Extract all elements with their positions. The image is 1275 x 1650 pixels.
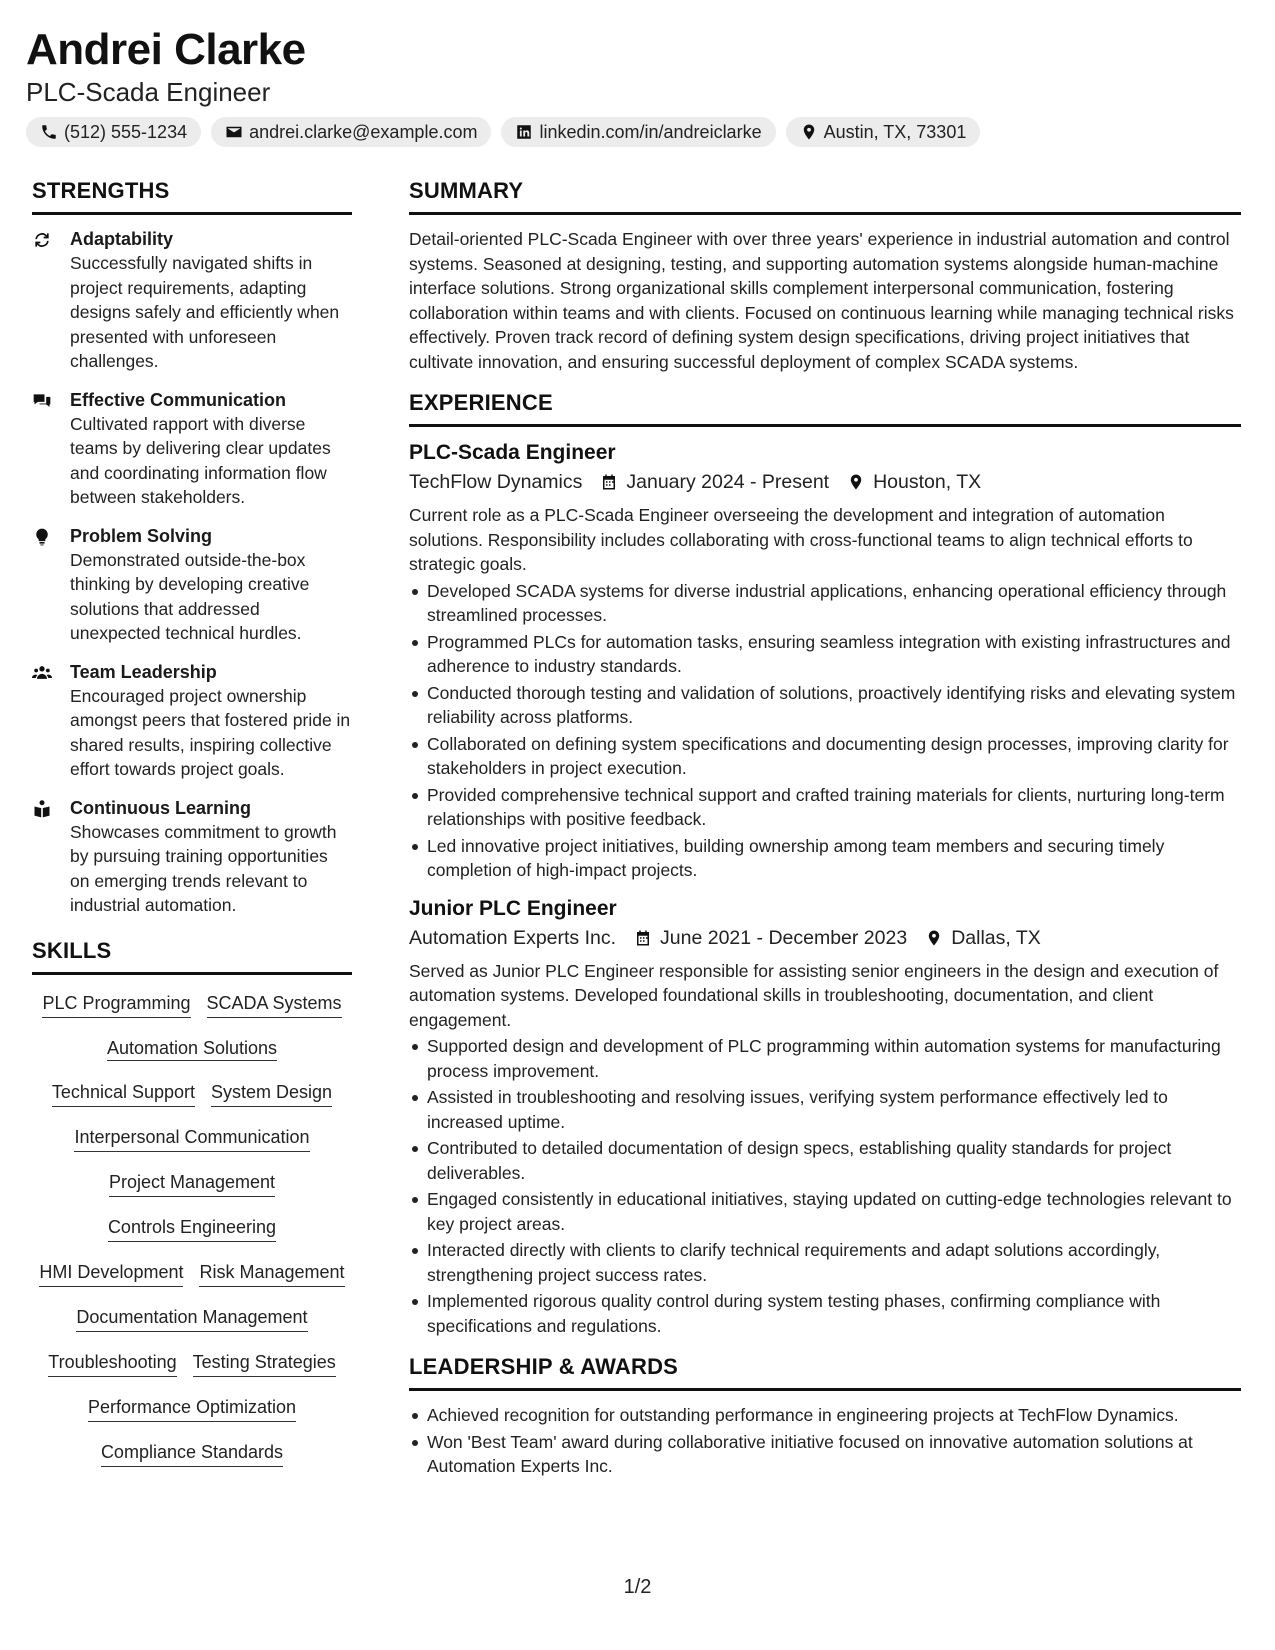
skill-tag: SCADA Systems	[207, 991, 342, 1018]
list-item: Programmed PLCs for automation tasks, ensuring seamless integration with existing infrastructures and adherence to industry standards.	[409, 630, 1241, 679]
strength-item	[32, 388, 352, 510]
calendar-icon	[634, 929, 652, 947]
strengths-heading: STRENGTHS	[32, 178, 352, 215]
skill-tag: Controls Engineering	[108, 1215, 276, 1242]
list-item: Interacted directly with clients to clarify technical requirements and adapt solutions accordingly, strengthening project success rates.	[409, 1238, 1241, 1287]
job-description: Current role as a PLC-Scada Engineer overseeing the development and integration of automation solutions. Responsibility includes collaborating with cross-functional teams to align technical efforts to strategic goals.	[409, 505, 1193, 574]
skill-tag: Technical Support	[52, 1080, 195, 1107]
job-bullets	[409, 1034, 1241, 1338]
strength-title: Adaptability	[70, 229, 174, 249]
strength-desc: Successfully navigated shifts in project requirements, adapting designs safely and efficiently when presented with unforeseen challenges.	[70, 253, 340, 371]
strength-desc: Demonstrated outside-the-box thinking by developing creative solutions that addressed unexpected technical hurdles.	[70, 549, 310, 643]
strength-item	[32, 227, 352, 374]
strength-desc: Showcases commitment to growth by pursuing training opportunities on emerging trends relevant to industrial automation.	[70, 821, 337, 915]
job-bullets	[409, 579, 1241, 883]
contact-phone[interactable]	[26, 117, 201, 147]
skill-tag: Risk Management	[199, 1260, 344, 1287]
job-location: Houston, TX	[873, 471, 982, 493]
job-title: Junior PLC Engineer	[409, 896, 617, 920]
chat-bubbles-icon	[32, 391, 52, 411]
strength-desc: Cultivated rapport with diverse teams by delivering clear updates and coordinating information flow between stakeholders.	[70, 413, 331, 507]
list-item: Collaborated on defining system specifications and documenting design processes, improving clarity for stakeholders in project execution.	[409, 732, 1241, 781]
contact-bar	[26, 117, 1249, 147]
list-item: Won 'Best Team' award during collaborative initiative focused on innovative automation solutions at Automation Experts Inc.	[409, 1430, 1241, 1479]
job-entry	[409, 439, 1241, 883]
list-item: Conducted thorough testing and validation of solutions, proactively identifying risks and elevating system reliability across platforms.	[409, 681, 1241, 730]
envelope-icon	[225, 123, 243, 141]
job-meta	[409, 467, 1241, 497]
list-item: Supported design and development of PLC programming within automation systems for manufacturing process improvement.	[409, 1034, 1241, 1083]
job-meta	[409, 923, 1241, 953]
experience-heading: EXPERIENCE	[409, 390, 1241, 427]
job-location: Dallas, TX	[951, 926, 1041, 949]
strength-desc: Encouraged project ownership amongst peers that fostered pride in shared results, inspiring collective effort towards project goals.	[70, 685, 351, 779]
skill-tag: Testing Strategies	[193, 1350, 336, 1377]
skill-tag: Troubleshooting	[48, 1350, 176, 1377]
contact-email[interactable]	[211, 117, 491, 147]
strength-title: Continuous Learning	[70, 797, 251, 818]
contact-location-text: Austin, TX, 73301	[823, 121, 967, 142]
candidate-title: PLC-Scada Engineer	[26, 77, 271, 107]
skills-heading: SKILLS	[32, 938, 352, 975]
left-column	[32, 178, 352, 1467]
skill-tag: PLC Programming	[42, 991, 190, 1018]
list-item: Achieved recognition for outstanding performance in engineering projects at TechFlow Dynamics.	[409, 1403, 1241, 1428]
list-item: Implemented rigorous quality control during system testing phases, confirming compliance with specifications and regulations.	[409, 1289, 1241, 1338]
summary-text: Detail-oriented PLC-Scada Engineer with over three years' experience in industrial automation and control systems. Seasoned at designing, testing, and supporting automation systems alongside human-machine interface solutions. Strong organizational skills complement interpersonal communication, fostering collaboration within teams and with clients. Focused on continuous learning while managing technical risks effectively. Proven track record of defining system design specifications, driving project initiatives that cultivate innovation, and ensuring successful deployment of complex SCADA systems.	[409, 229, 1234, 372]
page-number: 1/2	[623, 1576, 652, 1598]
skill-tag: Compliance Standards	[101, 1440, 283, 1467]
users-icon	[32, 663, 52, 683]
job-description: Served as Junior PLC Engineer responsible for assisting senior engineers in the design and execution of automation systems. Developed foundational skills in troubleshooting, documentation, and client engagement.	[409, 960, 1219, 1030]
contact-location	[786, 117, 981, 147]
job-entry	[409, 895, 1241, 1339]
skill-tag: Documentation Management	[76, 1305, 307, 1332]
calendar-icon	[600, 473, 618, 491]
strength-item	[32, 524, 352, 646]
contact-linkedin-text: linkedin.com/in/andreiclarke	[539, 121, 762, 142]
sync-arrows-icon	[32, 230, 52, 250]
skill-tag: Performance Optimization	[88, 1395, 296, 1422]
phone-icon	[40, 123, 58, 141]
list-item: Contributed to detailed documentation of design specs, establishing quality standards for project deliverables.	[409, 1136, 1241, 1185]
awards-heading: LEADERSHIP & AWARDS	[409, 1354, 1241, 1391]
right-column	[409, 178, 1241, 1481]
resume-header	[26, 24, 1249, 147]
skill-tag: HMI Development	[39, 1260, 183, 1287]
list-item: Provided comprehensive technical support and crafted training materials for clients, nurturing long-term relationships with positive feedback.	[409, 783, 1241, 832]
lightbulb-icon	[32, 527, 52, 547]
strength-title: Problem Solving	[70, 525, 213, 546]
list-item: Led innovative project initiatives, building ownership among team members and securing timely completion of high-impact projects.	[409, 834, 1241, 883]
contact-linkedin[interactable]	[501, 117, 775, 147]
job-company: Automation Experts Inc.	[409, 926, 617, 949]
strength-item	[32, 796, 352, 918]
list-item: Assisted in troubleshooting and resolving issues, verifying system performance effectively led to increased uptime.	[409, 1085, 1241, 1134]
job-dates: January 2024 - Present	[626, 471, 830, 493]
list-item: Developed SCADA systems for diverse industrial applications, enhancing operational efficiency through streamlined processes.	[409, 579, 1241, 628]
contact-email-text: andrei.clarke@example.com	[249, 121, 478, 142]
list-item: Engaged consistently in educational initiatives, staying updated on cutting-edge technologies relevant to key project areas.	[409, 1187, 1241, 1236]
linkedin-icon	[515, 123, 533, 141]
job-company: TechFlow Dynamics	[409, 471, 583, 493]
job-dates: June 2021 - December 2023	[660, 926, 908, 949]
location-pin-icon	[925, 929, 943, 947]
skill-tag: Interpersonal Communication	[74, 1125, 309, 1152]
location-pin-icon	[847, 473, 865, 491]
strength-title: Effective Communication	[70, 389, 287, 410]
skill-tag: Project Management	[109, 1170, 275, 1197]
skill-tag-label: Automation Solutions	[107, 1038, 277, 1061]
skill-tag: System Design	[211, 1080, 332, 1107]
book-reader-icon	[32, 799, 52, 819]
location-pin-icon	[800, 123, 818, 141]
awards-list	[409, 1403, 1241, 1479]
strength-item	[32, 660, 352, 782]
strength-title: Team Leadership	[70, 661, 217, 682]
contact-phone-text: (512) 555-1234	[64, 121, 188, 142]
candidate-name: Andrei Clarke	[26, 25, 306, 74]
job-title: PLC-Scada Engineer	[409, 441, 616, 464]
summary-heading: SUMMARY	[409, 178, 1241, 215]
skill-tag	[32, 1036, 352, 1062]
skills-list	[32, 987, 352, 1467]
